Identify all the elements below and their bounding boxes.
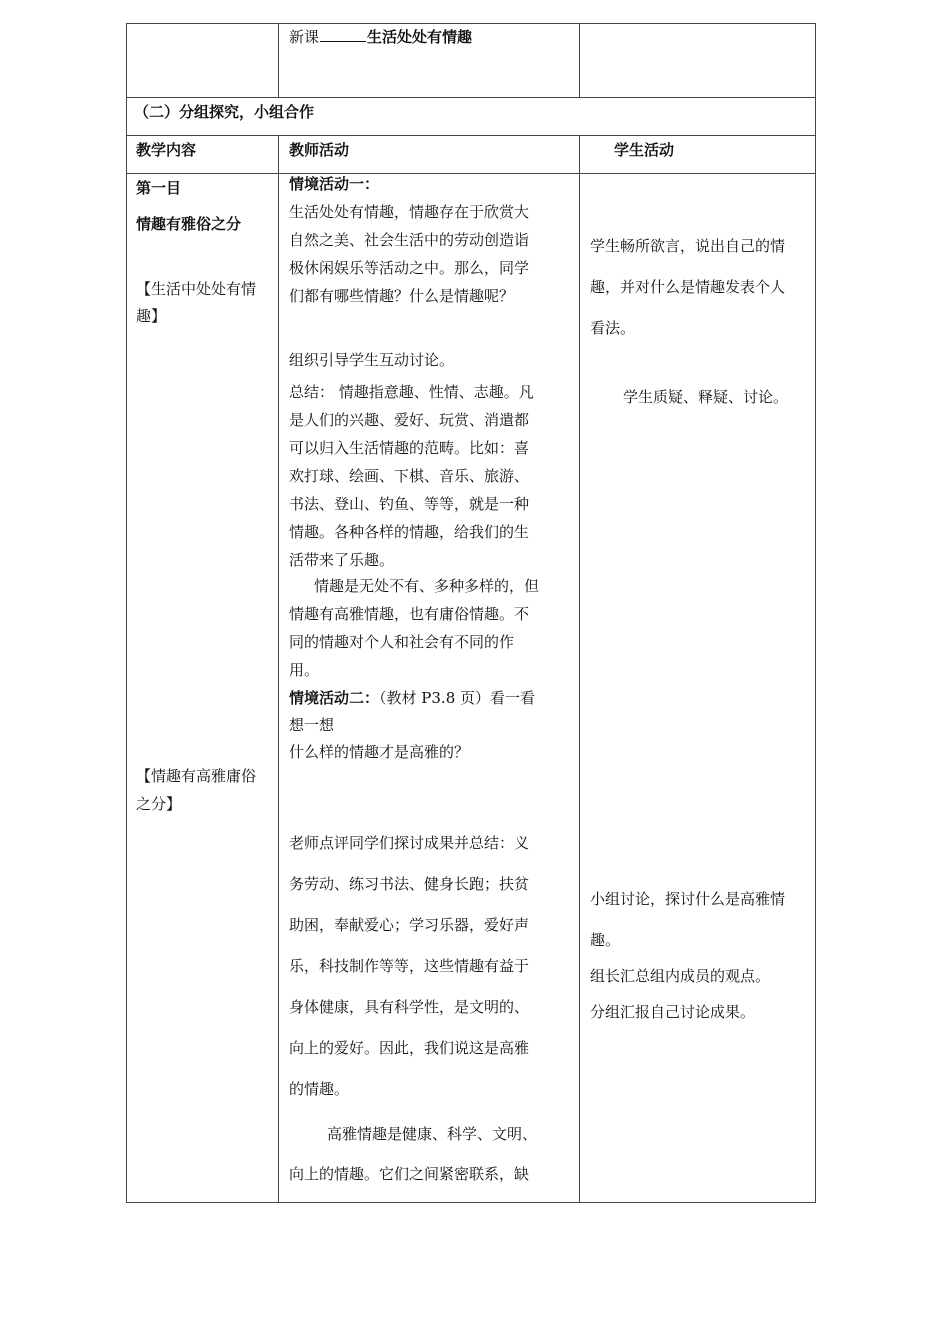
- teacher-p1-line1: 生活处处有情趣，情趣存在于欣赏大: [289, 203, 530, 221]
- teacher-p4-line2: 情趣有高雅情趣，也有庸俗情趣。不: [289, 605, 530, 623]
- content-item-3a: 【生活中处处有情: [136, 280, 257, 298]
- student-s2: 学生质疑、释疑、讨论。: [623, 388, 789, 406]
- student-s1-line1: 学生畅所欲言，说出自己的情: [590, 237, 786, 255]
- teacher-p3-line6: 情趣。各种各样的情趣，给我们的生: [289, 523, 530, 541]
- table-border-right: [815, 23, 816, 1203]
- student-s3-line2: 趣。: [590, 931, 621, 949]
- col-divider-2: [579, 135, 580, 1203]
- content-item-1: 第一目: [136, 179, 182, 197]
- col-divider-1-top: [278, 23, 279, 98]
- teacher-p4-line1: 情趣是无处不有、多种多样的，但: [314, 577, 540, 595]
- teacher-p4-line3: 同的情趣对个人和社会有不同的作: [289, 633, 515, 651]
- teacher-p3-line1: 总结： 情趣指意趣、性情、志趣。凡: [289, 383, 534, 401]
- row-divider-2: [126, 135, 816, 136]
- table-border-bottom: [126, 1202, 816, 1203]
- teacher-p3-line3: 可以归入生活情趣的范畴。比如：喜: [289, 439, 530, 457]
- lesson-title-line: [289, 23, 472, 51]
- student-s5: 分组汇报自己讨论成果。: [590, 1003, 756, 1021]
- student-s1-line3: 看法。: [590, 319, 636, 337]
- teacher-p6-line1: 老师点评同学们探讨成果并总结：义: [289, 834, 530, 852]
- activity-2-title: 情境活动二：: [289, 689, 380, 707]
- col-divider-2-top: [579, 23, 580, 98]
- teacher-p5-line2: 什么样的情趣才是高雅的？: [289, 743, 470, 761]
- student-s4: 组长汇总组内成员的观点。: [590, 967, 771, 985]
- teacher-p6-line4: 乐，科技制作等等，这些情趣有益于: [289, 957, 530, 975]
- teacher-p7-line2: 向上的情趣。它们之间紧密联系，缺: [289, 1165, 530, 1183]
- teacher-p3-line5: 书法、登山、钓鱼、等等，就是一种: [289, 495, 530, 513]
- col-divider-1: [278, 135, 279, 1203]
- content-item-3b: 趣】: [136, 307, 167, 325]
- activity-1-title: 情境活动一：: [289, 175, 380, 193]
- teacher-p3-line4: 欢打球、绘画、下棋、音乐、旅游、: [289, 467, 530, 485]
- teacher-p6-line3: 助困，奉献爱心；学习乐器，爱好声: [289, 916, 530, 934]
- activity-2-line: [289, 684, 535, 712]
- teacher-p6-line2: 务劳动、练习书法、健身长跑；扶贫: [289, 875, 530, 893]
- teacher-p5-line1: 想一想: [289, 716, 335, 734]
- teacher-p4-line4: 用。: [289, 661, 320, 679]
- teacher-p6-line6: 向上的爱好。因此，我们说这是高雅: [289, 1039, 530, 1057]
- student-s3-line1: 小组讨论，探讨什么是高雅情: [590, 890, 786, 908]
- teacher-p3-line7: 活带来了乐趣。: [289, 551, 395, 569]
- teacher-p3-line2: 是人们的兴趣、爱好、玩赏、消遣都: [289, 411, 530, 429]
- lesson-prefix: 新课: [289, 28, 320, 46]
- content-item-4a: 【情趣有高雅庸俗: [136, 767, 257, 785]
- content-item-2: 情趣有雅俗之分: [136, 215, 242, 233]
- student-s1-line2: 趣，并对什么是情趣发表个人: [590, 278, 786, 296]
- teacher-p6-line7: 的情趣。: [289, 1080, 350, 1098]
- section-header: （二）分组探究，小组合作: [134, 103, 315, 121]
- teacher-p6-line5: 身体健康，具有科学性，是文明的、: [289, 998, 530, 1016]
- table-border-left: [126, 23, 127, 1203]
- teacher-p7-line1: 高雅情趣是健康、科学、文明、: [327, 1125, 538, 1143]
- lesson-title: 生活处处有情趣: [367, 28, 473, 46]
- teacher-p2: 组织引导学生互动讨论。: [289, 351, 455, 369]
- column-header-teacher: 教师活动: [289, 141, 350, 159]
- content-item-4b: 之分】: [136, 795, 182, 813]
- activity-2-rest: （教材 P3.8 页）看一看: [379, 689, 536, 707]
- teacher-p1-line2: 自然之美、社会生活中的劳动创造诣: [289, 231, 530, 249]
- row-divider-3: [126, 173, 816, 174]
- teacher-p1-line3: 极休闲娱乐等活动之中。那么，同学: [289, 259, 530, 277]
- teacher-p1-line4: 们都有哪些情趣？什么是情趣呢？: [289, 287, 515, 305]
- column-header-content: 教学内容: [136, 141, 197, 159]
- title-underline: [320, 27, 366, 42]
- column-header-student: 学生活动: [614, 141, 675, 159]
